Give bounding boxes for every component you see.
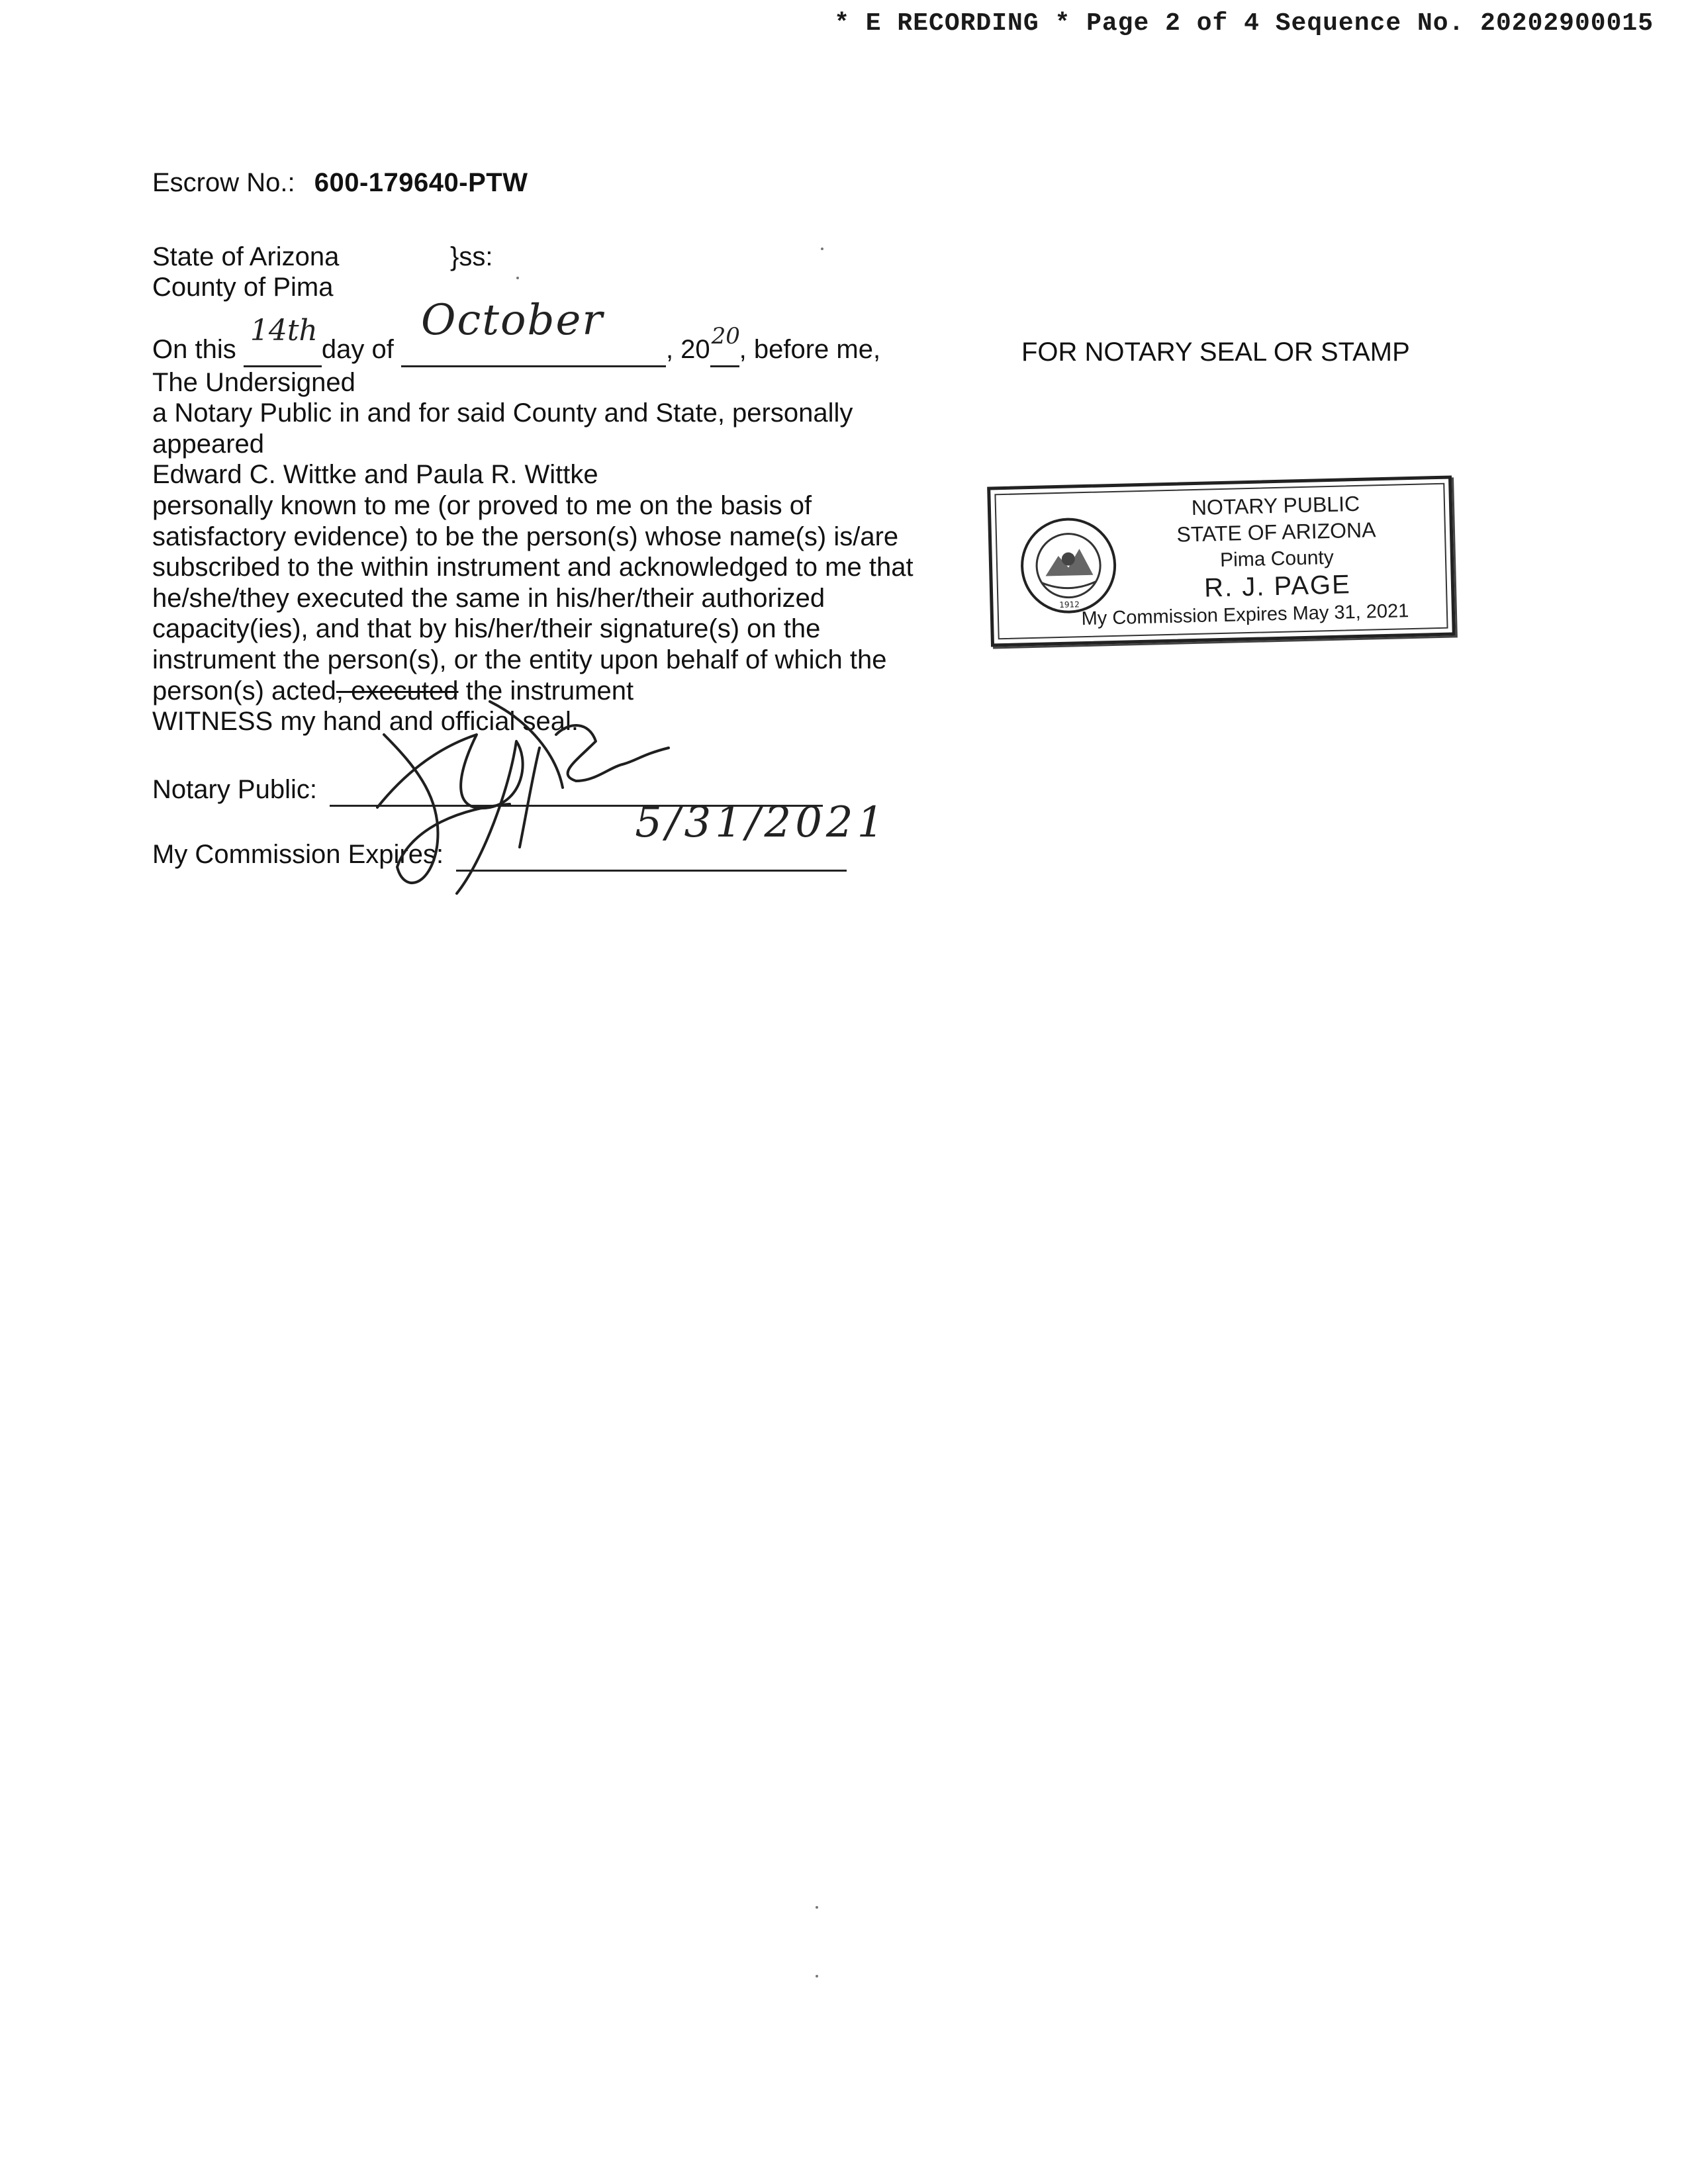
state-seal-icon xyxy=(1017,515,1119,617)
venue-state: State of Arizona xyxy=(152,242,340,271)
day-of-label: day of xyxy=(321,335,394,364)
notary-stamp xyxy=(987,475,1456,647)
notary-signature xyxy=(357,695,728,920)
acknowledgment-body xyxy=(152,296,966,737)
notary-public-label: Notary Public: xyxy=(152,775,317,804)
body-line: capacity(ies), and that by his/her/their signature(s) on the xyxy=(152,614,821,644)
signature-stroke xyxy=(556,725,669,781)
acted-struck: , executed xyxy=(336,676,459,705)
escrow-label: Escrow No.: xyxy=(152,168,295,197)
body-line: instrument the person(s), or the entity upon behalf of which the xyxy=(152,645,887,674)
on-this-label: On this xyxy=(152,335,236,364)
before-me: , before me, xyxy=(739,335,881,364)
acted-end: the instrument xyxy=(458,676,634,705)
body-line: he/she/they executed the same in his/her/their authorized xyxy=(152,583,825,613)
scan-speck xyxy=(821,248,823,250)
scan-speck xyxy=(816,1906,818,1909)
stamp-expiration: My Commission Expires May 31, 2021 xyxy=(1081,600,1409,630)
recording-header: * E RECORDING * Page 2 of 4 Sequence No. 20202900015 xyxy=(834,9,1654,38)
officer-name: The Undersigned xyxy=(152,367,355,397)
stamp-name: R. J. PAGE xyxy=(1203,570,1352,603)
seal-area-label: FOR NOTARY SEAL OR STAMP xyxy=(1021,338,1410,367)
month-field xyxy=(401,296,666,367)
stamp-county: Pima County xyxy=(1219,546,1335,572)
commission-label: My Commission Expires: xyxy=(152,840,444,869)
stamp-state: STATE OF ARIZONA xyxy=(1176,518,1376,547)
signers-line: Edward C. Wittke and Paula R. Wittke xyxy=(152,460,598,490)
escrow-number: 600-179640-PTW xyxy=(314,168,528,197)
body-line: subscribed to the within instrument and acknowledged to me that xyxy=(152,553,914,582)
date-line xyxy=(152,296,966,367)
year-prefix: , 20 xyxy=(665,335,710,364)
escrow-line xyxy=(152,168,528,198)
seal-year: 1912 xyxy=(1059,600,1080,610)
signature-stroke xyxy=(384,735,510,883)
commission-date-value: 5/31/2021 xyxy=(635,798,888,847)
notary-line: a Notary Public in and for said County and State, personally xyxy=(152,398,853,428)
day-value: 14th xyxy=(250,314,318,347)
day-field xyxy=(244,314,322,367)
venue-county: County of Pima xyxy=(152,273,334,302)
year-field xyxy=(710,323,740,367)
scan-speck xyxy=(516,277,519,279)
acted-start: person(s) acted xyxy=(152,676,336,705)
body-line: satisfactory evidence) to be the person(s) whose name(s) is/are xyxy=(152,522,899,551)
month-value: October xyxy=(420,296,604,345)
appeared-line: appeared xyxy=(152,429,265,459)
witness-line: WITNESS my hand and official seal. xyxy=(152,707,579,737)
year-value: 20 xyxy=(711,323,740,349)
body-line: personally known to me (or proved to me on the basis of xyxy=(152,490,812,520)
venue-ss: }ss: xyxy=(450,242,493,271)
stamp-title: NOTARY PUBLIC xyxy=(1191,491,1360,520)
scan-speck xyxy=(816,1975,818,1978)
signature-stroke xyxy=(490,702,563,788)
